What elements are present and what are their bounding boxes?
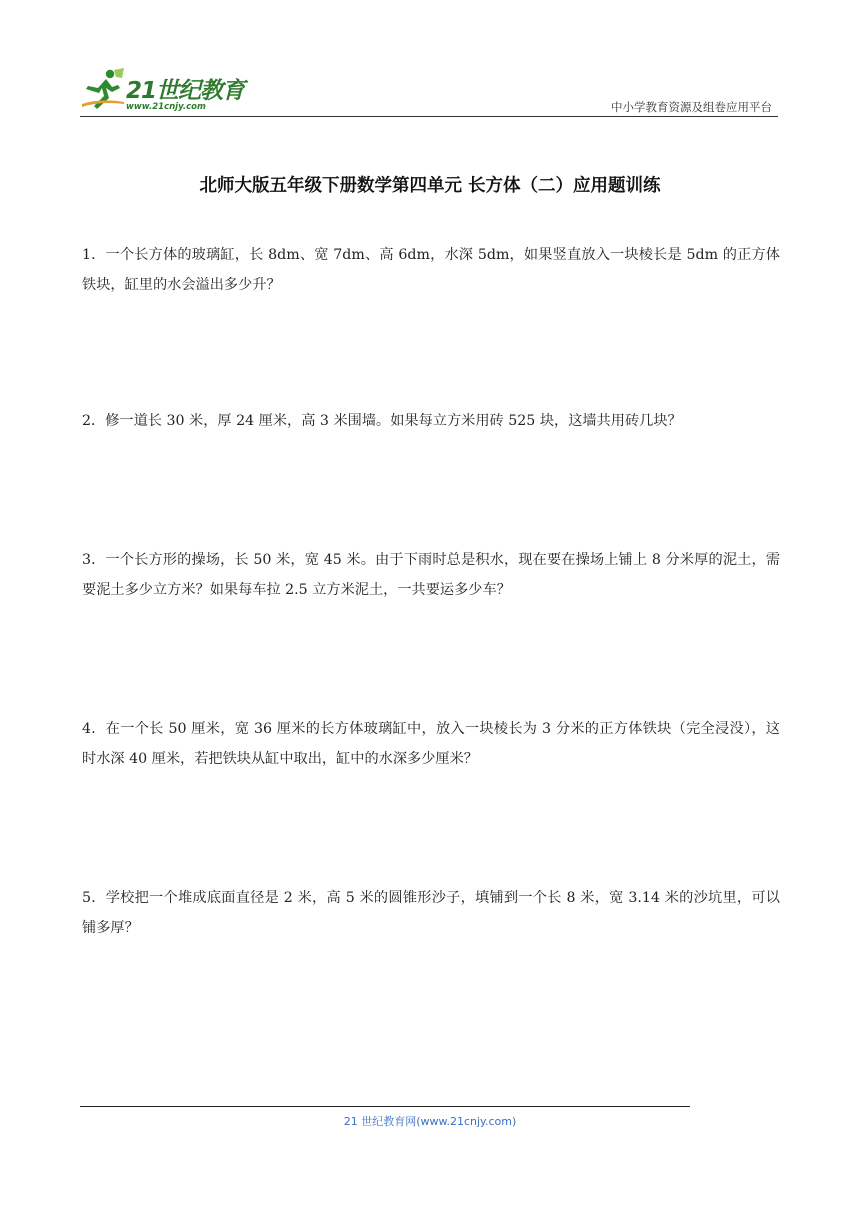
footer-link[interactable]: 21 世纪教育网(www.21cnjy.com) (343, 1115, 517, 1128)
site-logo[interactable] (80, 66, 250, 116)
question-1: 1．一个长方体的玻璃缸，长 8dm、宽 7dm、高 6dm，水深 5dm，如果竖直放入一块棱长是 5dm 的正方体铁块，缸里的水会溢出多少升？ (82, 247, 780, 293)
page-header (80, 66, 778, 116)
platform-label: 中小学教育资源及组卷应用平台 (611, 100, 772, 114)
logo-url: www.21cnjy.com (126, 102, 206, 112)
runner-logo-icon (80, 68, 126, 112)
question-2: 2．修一道长 30 米，厚 24 厘米，高 3 米围墙。如果每立方米用砖 525 块，这墙共用砖几块？ (82, 413, 682, 429)
question-5: 5．学校把一个堆成底面直径是 2 米，高 5 米的圆锥形沙子，填铺到一个长 8 米，宽 3.14 米的沙坑里，可以铺多厚？ (82, 890, 780, 936)
logo-text: 21世纪教育 (126, 78, 245, 104)
question-3: 3．一个长方形的操场，长 50 米，宽 45 米。由于下雨时总是积水，现在要在操场上铺上 8 分米厚的泥土，需要泥土多少立方米？如果每车拉 2.5 立方米泥土，一共要运多少车？ (82, 552, 780, 598)
footer-divider (80, 1106, 690, 1107)
header-divider (80, 116, 778, 117)
question-4: 4．在一个长 50 厘米，宽 36 厘米的长方体玻璃缸中，放入一块棱长为 3 分米的正方体铁块（完全浸没），这时水深 40 厘米，若把铁块从缸中取出，缸中的水深多少厘米？ (82, 721, 780, 767)
page-title: 北师大版五年级下册数学第四单元 长方体（二）应用题训练 (199, 176, 661, 196)
